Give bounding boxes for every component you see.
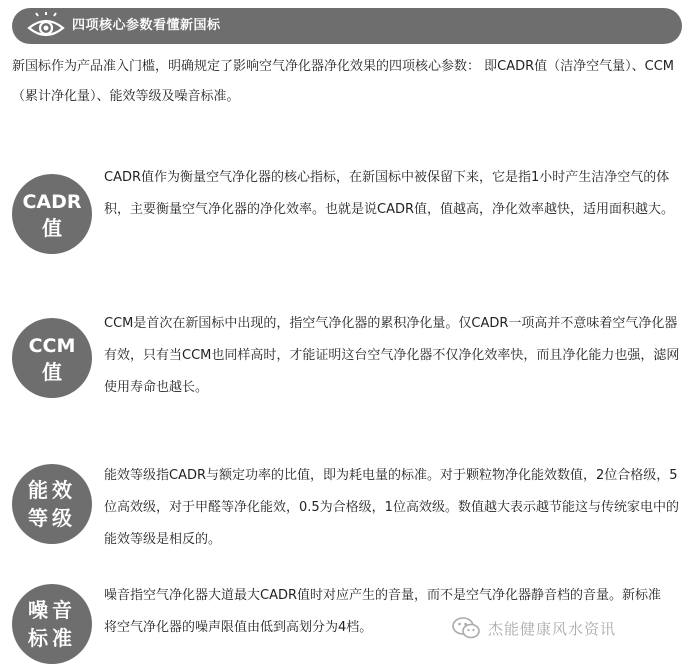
badge-label-bottom: 标准 [28,626,76,650]
watermark [452,610,616,646]
section-text: 能效等级指CADR与额定功率的比值，即为耗电量的标准。对于颗粒物净化能效数值，2位合格级，5位高效级，对于甲醛等净化能效，0.5为合格级，1位高效级。数值越大表示越节能这与传统家电中的能效等级是相反的。 [104,468,679,547]
section-text: CADR值作为衡量空气净化器的核心指标，在新国标中被保留下来，它是指1小时产生洁净空气的体积，主要衡量空气净化器的净化效率。也就是说CADR值，值越高，净化效率越快，适用面积越大。 [104,170,675,217]
badge-label-top: CCM [28,335,76,357]
eye-icon [26,12,66,40]
badge-label-top: CADR [22,191,82,213]
badge-label-bottom: 值 [42,216,62,240]
badge-label-top: 能效 [28,478,76,502]
badge-label-bottom: 等级 [28,506,76,530]
badge-cadr [12,174,92,254]
header-title: 四项核心参数看懂新国标 [72,18,221,33]
badge-label-bottom: 值 [42,360,62,384]
watermark-text: 杰能健康风水资讯 [488,619,617,638]
section-text: 噪音指空气净化器大道最大CADR值时对应产生的音量，而不是空气净化器静音档的音量。新标准将空气净化器的噪声限值由低到高划分为4档。 [104,588,662,635]
header-bar [12,8,682,44]
badge-noise-standard [12,584,92,664]
section-text: CCM是首次在新国标中出现的，指空气净化器的累积净化量。仅CADR一项高并不意味着空气净化器有效，只有当CCM也同样高时，才能证明这台空气净化器不仅净化效率快，而且净化能力也强，滤网使用寿命也越长。 [104,316,680,395]
intro-paragraph: 新国标作为产品准入门槛，明确规定了影响空气净化器净化效果的四项核心参数： 即CADR值（洁净空气量）、CCM（累计净化量）、能效等级及噪音标准。 [12,59,675,104]
badge-energy-grade [12,464,92,544]
badge-label-top: 噪音 [28,598,76,622]
badge-ccm [12,318,92,398]
wechat-icon [452,616,480,640]
